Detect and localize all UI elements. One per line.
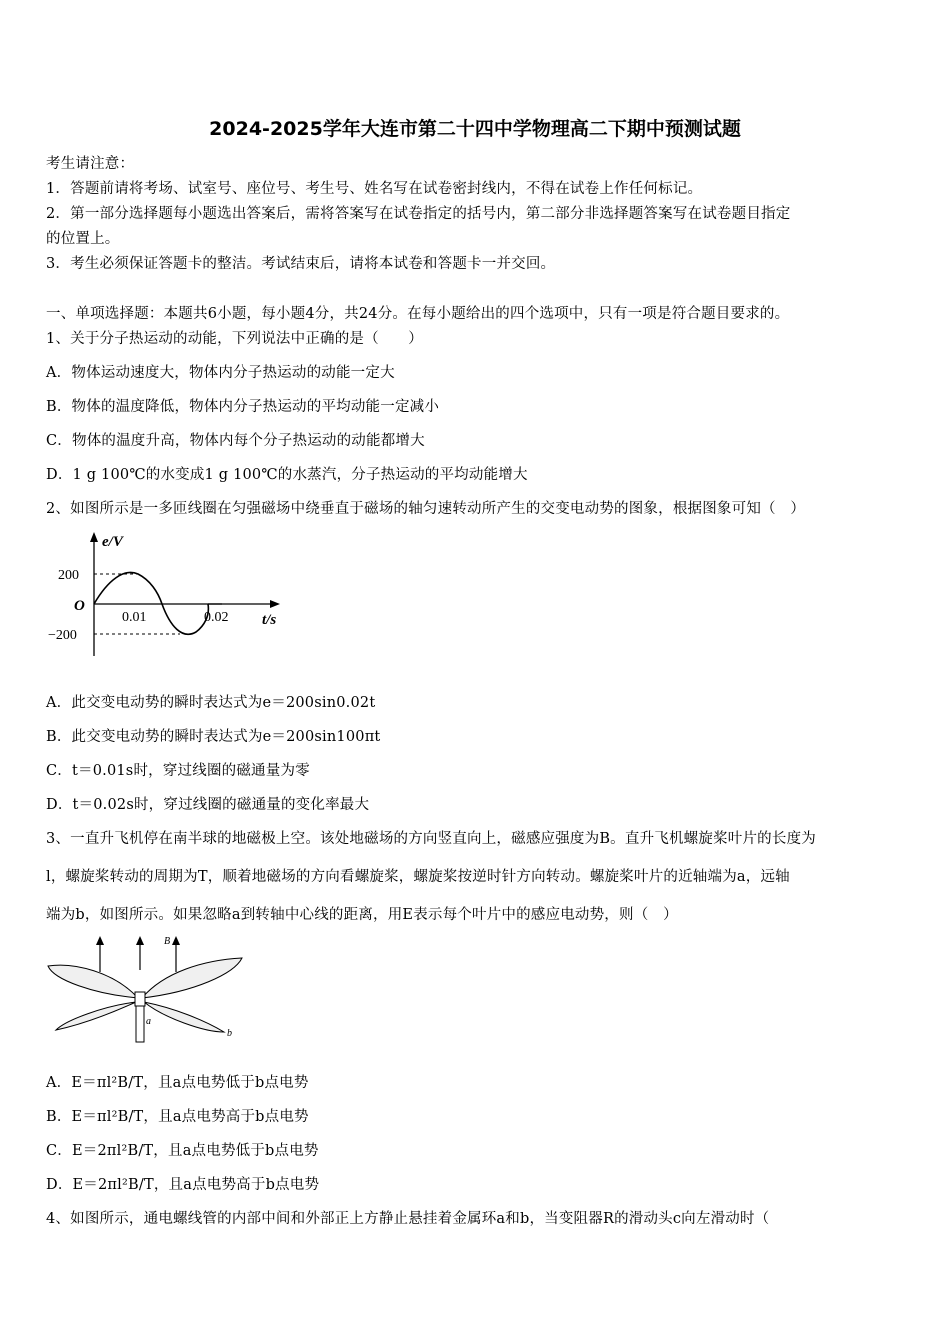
notice-item: 2．第一部分选择题每小题选出答案后，需将答案写在试卷指定的括号内，第二部分非选择题答案写在试卷题目指定 (46, 206, 791, 222)
q2-option-a: A．此交变电动势的瞬时表达式为e＝200sin0.02t (46, 695, 376, 711)
question-4-stem: 4、如图所示，通电螺线管的内部中间和外部正上方静止悬挂着金属环a和b，当变阻器R的滑动头c向左滑动时（ (46, 1211, 770, 1227)
label-B: B (164, 936, 171, 947)
field-arrow-icon (136, 936, 144, 945)
shaft (136, 1006, 144, 1042)
blade (48, 965, 138, 998)
origin-label: O (74, 598, 85, 614)
y-tick-negative: −200 (48, 628, 77, 643)
emf-graph (46, 528, 296, 663)
x-tick-2: 0.02 (204, 610, 229, 625)
q3-option-a: A．E＝πl²B/T，且a点电势低于b点电势 (46, 1075, 309, 1091)
notice-item: 的位置上。 (46, 231, 120, 247)
label-a: a (146, 1016, 151, 1027)
blade (142, 958, 242, 998)
q2-option-c: C．t＝0.01s时，穿过线圈的磁通量为零 (46, 763, 310, 779)
q3-option-c: C．E＝2πl²B/T，且a点电势低于b点电势 (46, 1143, 319, 1159)
field-arrow-icon (172, 936, 180, 945)
q2-option-b: B．此交变电动势的瞬时表达式为e＝200sin100πt (46, 729, 381, 745)
question-3-stem-line: 端为b，如图所示。如果忽略a到转轴中心线的距离，用E表示每个叶片中的感应电动势，则（ ） (46, 907, 678, 923)
notice-heading: 考生请注意： (46, 156, 135, 172)
notice-item: 3．考生必须保证答题卡的整洁。考试结束后，请将本试卷和答题卡一并交回。 (46, 256, 556, 272)
question-2-stem: 2、如图所示是一多匝线圈在匀强磁场中绕垂直于磁场的轴匀速转动所产生的交变电动势的图象，根据图象可知（ ） (46, 501, 806, 517)
field-arrow-icon (96, 936, 104, 945)
q1-option-c: C．物体的温度升高，物体内每个分子热运动的动能都增大 (46, 433, 425, 449)
q3-option-d: D．E＝2πl²B/T，且a点电势高于b点电势 (46, 1177, 320, 1193)
question-1-stem: 1、关于分子热运动的动能，下列说法中正确的是（ ） (46, 331, 423, 347)
q1-option-d: D．1 g 100℃的水变成1 g 100℃的水蒸汽，分子热运动的平均动能增大 (46, 467, 528, 483)
blade (144, 1002, 224, 1032)
q2-option-d: D．t＝0.02s时，穿过线圈的磁通量的变化率最大 (46, 797, 370, 813)
page-title: 2024-2025学年大连市第二十四中学物理高二下期中预测试题 (209, 118, 741, 140)
x-tick-1: 0.01 (122, 610, 147, 625)
hub (135, 992, 145, 1006)
section-heading: 一、单项选择题：本题共6小题，每小题4分，共24分。在每小题给出的四个选项中，只有一项是符合题目要求的。 (46, 306, 790, 322)
propeller-figure (44, 932, 244, 1047)
question-3-stem-line: l，螺旋桨转动的周期为T，顺着地磁场的方向看螺旋桨，螺旋桨按逆时针方向转动。螺旋桨叶片的近轴端为a，远轴 (46, 869, 790, 885)
question-3-stem-line: 3、一直升飞机停在南半球的地磁极上空。该处地磁场的方向竖直向上，磁感应强度为B。直升飞机螺旋桨叶片的长度为 (46, 831, 816, 847)
y-axis-label: e/V (102, 534, 123, 550)
y-axis-arrow-icon (90, 532, 98, 542)
q3-option-b: B．E＝πl²B/T，且a点电势高于b点电势 (46, 1109, 309, 1125)
x-axis-label: t/s (262, 612, 277, 628)
q1-option-b: B．物体的温度降低，物体内分子热运动的平均动能一定减小 (46, 399, 440, 415)
notice-item: 1．答题前请将考场、试室号、座位号、考生号、姓名写在试卷密封线内，不得在试卷上作任何标记。 (46, 181, 703, 197)
y-tick-positive: 200 (58, 568, 79, 583)
label-b: b (227, 1028, 232, 1039)
x-axis-arrow-icon (270, 600, 280, 608)
blade (56, 1002, 136, 1030)
q1-option-a: A．物体运动速度大，物体内分子热运动的动能一定大 (46, 365, 395, 381)
